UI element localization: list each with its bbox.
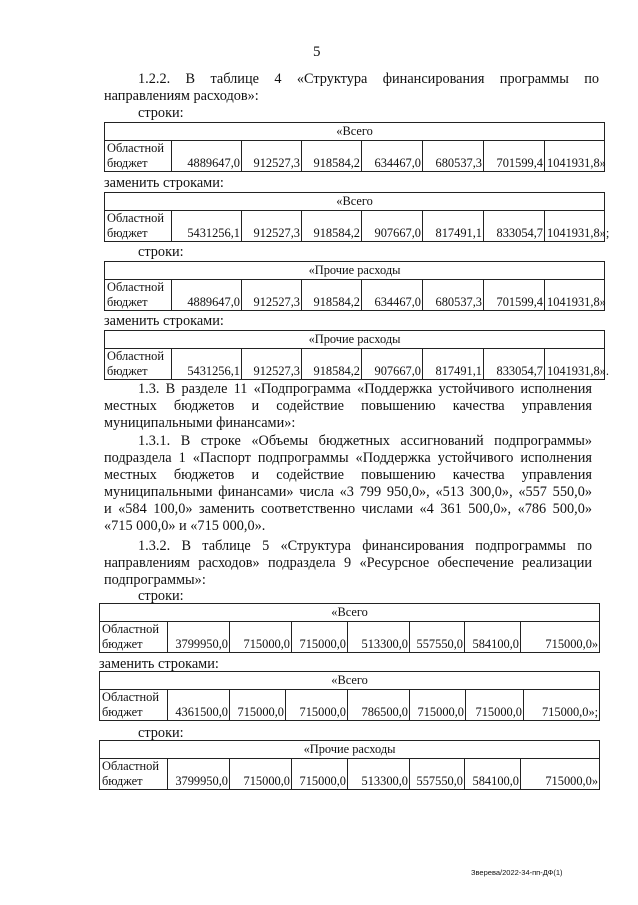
value-cell: 715000,0» [521,622,600,653]
row-label-line-2: бюджет [107,226,148,240]
section-1-3-1-line-3: местных бюджетов и содействие повышению качества управления [104,467,592,483]
table-header: «Прочие расходы [105,262,605,280]
value-cell: 817491,1 [423,349,484,380]
table-header: «Прочие расходы [105,331,605,349]
value-cell: 715000,0 [466,690,524,721]
value-cell: 634467,0 [362,280,423,311]
row-label-line-2: бюджет [107,295,148,309]
row-label [105,349,172,380]
value-cell: 715000,0 [292,759,348,790]
rows-label: строки: [138,725,184,741]
section-1-3-2-line-3: подпрограммы»: [104,572,206,588]
section-1-2-2-line-1: 1.2.2. В таблице 4 «Структура финансирования программы по [138,71,599,87]
value-cell: 1041931,8». [545,349,605,380]
row-label [105,211,172,242]
value-cell: 715000,0 [230,759,292,790]
section-1-3-1-line-2: подраздела 1 «Паспорт подпрограммы «Поддержка устойчивого исполнения [104,450,592,466]
value-cell: 715000,0»; [524,690,600,721]
value-cell: 557550,0 [410,622,465,653]
value-cell: 912527,3 [242,211,302,242]
rows-label: строки: [138,588,184,604]
value-cell: 912527,3 [242,141,302,172]
section-1-3-line-3: муниципальными финансами»: [104,415,296,431]
value-cell: 701599,4 [484,280,545,311]
value-cell: 513300,0 [348,759,410,790]
table-4-rows-other-old [104,261,605,311]
value-cell: 918584,2 [302,211,362,242]
value-cell: 5431256,1 [172,349,242,380]
rows-label: строки: [138,105,184,121]
value-cell: 680537,3 [423,141,484,172]
table-header: «Прочие расходы [100,741,600,759]
section-1-3-1-line-4: муниципальными финансами» числа «3 799 950,0», «513 300,0», «557 550,0» [104,484,592,500]
section-1-3-1-line-6: «715 000,0» и «715 000,0». [104,518,266,534]
table-header: «Всего [105,123,605,141]
row-label [105,280,172,311]
value-cell: 3799950,0 [168,622,230,653]
value-cell: 5431256,1 [172,211,242,242]
section-1-3-line-2: местных бюджетов и содействие повышению качества управления [104,398,592,414]
value-cell: 634467,0 [362,141,423,172]
value-cell: 4889647,0 [172,280,242,311]
table-5-rows-total-new [99,671,600,721]
replace-label: заменить строками: [104,313,224,329]
row-label-line-2: бюджет [102,637,143,651]
value-cell: 918584,2 [302,280,362,311]
value-cell: 715000,0 [230,690,286,721]
value-cell: 4361500,0 [168,690,230,721]
value-cell: 680537,3 [423,280,484,311]
value-cell: 918584,2 [302,349,362,380]
replace-label: заменить строками: [99,656,219,672]
row-label-line-2: бюджет [102,705,143,719]
value-cell: 912527,3 [242,349,302,380]
value-cell: 817491,1 [423,211,484,242]
value-cell: 701599,4 [484,141,545,172]
value-cell: 918584,2 [302,141,362,172]
row-label-line-1: Областной [102,622,159,636]
table-4-rows-total-new [104,192,610,242]
value-cell: 833054,7 [484,211,545,242]
value-cell: 907667,0 [362,211,423,242]
value-cell: 715000,0 [286,690,348,721]
section-1-3-2-line-1: 1.3.2. В таблице 5 «Структура финансирования подпрограммы по [138,538,592,554]
row-label-line-1: Областной [107,211,164,225]
section-1-3-2-line-2: направлениям расходов» подраздела 9 «Ресурсное обеспечение реализации [104,555,592,571]
row-label-line-1: Областной [107,141,164,155]
row-label-line-1: Областной [107,349,164,363]
table-header: «Всего [100,604,600,622]
section-1-3-1-line-5: и «584 100,0» заменить соответственно числами «4 361 500,0», «786 500,0» [104,501,592,517]
row-label-line-2: бюджет [107,364,148,378]
value-cell: 833054,7 [484,349,545,380]
rows-label: строки: [138,244,184,260]
value-cell: 557550,0 [410,759,465,790]
table-header: «Всего [100,672,600,690]
table-5-rows-total-old [99,603,600,653]
row-label-line-2: бюджет [107,156,148,170]
row-label-line-1: Областной [107,280,164,294]
table-5-rows-other-old [99,740,600,790]
value-cell: 4889647,0 [172,141,242,172]
replace-label: заменить строками: [104,175,224,191]
value-cell: 3799950,0 [168,759,230,790]
footer-reference: Зверева/2022-34-пп-ДФ(1) [471,868,563,877]
section-1-3-line-1: 1.3. В разделе 11 «Подпрограмма «Поддержка устойчивого исполнения [138,381,592,397]
row-label [105,141,172,172]
row-label-line-1: Областной [102,690,159,704]
row-label-line-1: Областной [102,759,159,773]
value-cell: 715000,0 [410,690,466,721]
value-cell: 584100,0 [465,622,521,653]
row-label-line-2: бюджет [102,774,143,788]
value-cell: 1041931,8» [545,280,605,311]
value-cell: 715000,0» [521,759,600,790]
value-cell: 1041931,8» [545,141,605,172]
value-cell: 715000,0 [230,622,292,653]
row-label [100,759,168,790]
section-1-3-1-line-1: 1.3.1. В строке «Объемы бюджетных ассигнований подпрограммы» [138,433,592,449]
section-1-2-2-line-2: направлениям расходов»: [104,88,259,104]
row-label [100,622,168,653]
value-cell: 907667,0 [362,349,423,380]
table-header: «Всего [105,193,605,211]
value-cell: 513300,0 [348,622,410,653]
table-4-rows-other-new [104,330,609,380]
row-label [100,690,168,721]
page-number: 5 [313,44,321,60]
value-cell: 584100,0 [465,759,521,790]
value-cell: 1041931,8»; [545,211,605,242]
value-cell: 715000,0 [292,622,348,653]
table-4-rows-total-old [104,122,605,172]
value-cell: 786500,0 [348,690,410,721]
value-cell: 912527,3 [242,280,302,311]
